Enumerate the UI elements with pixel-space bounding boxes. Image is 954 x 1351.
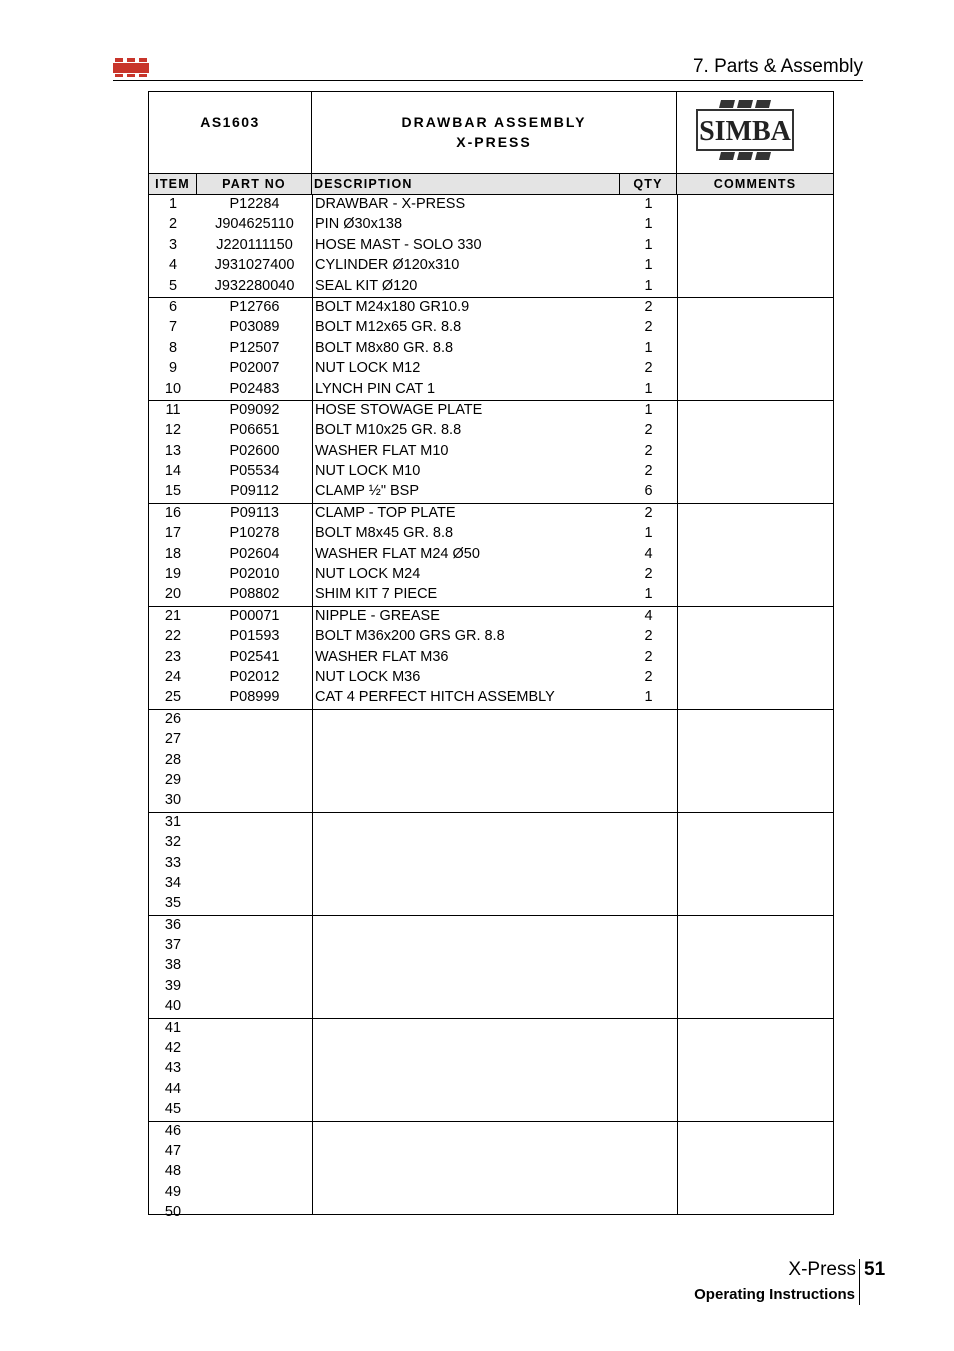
table-row <box>149 359 833 379</box>
row-item-number: 46 <box>164 1122 182 1139</box>
row-description: LYNCH PIN CAT 1 <box>315 380 436 397</box>
row-description: CAT 4 PERFECT HITCH ASSEMBLY <box>315 689 555 706</box>
row-quantity: 2 <box>644 463 653 480</box>
row-quantity: 2 <box>644 566 653 583</box>
row-part-number: P09113 <box>230 504 279 521</box>
row-item-number: 11 <box>165 401 181 418</box>
row-item-number: 36 <box>164 916 182 933</box>
col-header-comments: COMMENTS <box>713 177 797 191</box>
row-quantity: 1 <box>644 380 653 397</box>
row-item-number: 21 <box>164 607 182 624</box>
table-row <box>149 1183 833 1203</box>
table-row <box>149 215 833 235</box>
row-description: NIPPLE - GREASE <box>315 607 440 624</box>
table-row <box>149 688 833 709</box>
footer-subtitle: Operating Instructions <box>694 1286 855 1303</box>
table-row <box>149 997 833 1018</box>
row-description: CLAMP - TOP PLATE <box>315 504 456 521</box>
table-row <box>149 916 833 936</box>
row-description: WASHER FLAT M24 Ø50 <box>315 545 480 562</box>
footer-divider <box>859 1259 860 1305</box>
table-row <box>149 648 833 668</box>
row-part-number: J220111150 <box>216 236 293 253</box>
row-item-number: 12 <box>164 422 182 439</box>
row-item-number: 15 <box>164 483 182 500</box>
row-quantity: 1 <box>644 339 653 356</box>
table-row <box>149 1019 833 1039</box>
row-description: HOSE MAST - SOLO 330 <box>315 236 482 253</box>
row-item-number: 39 <box>164 977 182 994</box>
table-row <box>149 627 833 647</box>
row-description: BOLT M24x180 GR10.9 <box>315 298 470 315</box>
row-part-number: P02007 <box>229 360 280 377</box>
row-part-number: P02012 <box>229 668 280 685</box>
row-quantity: 2 <box>644 360 653 377</box>
row-item-number: 43 <box>164 1060 182 1077</box>
row-quantity: 1 <box>644 586 653 603</box>
table-row <box>149 1203 833 1223</box>
table-row <box>149 1142 833 1162</box>
row-item-number: 20 <box>164 586 182 603</box>
assembly-code: AS1603 <box>200 114 260 130</box>
logo-cell <box>677 92 833 173</box>
footer-product: X-Press <box>788 1259 856 1280</box>
row-quantity: 4 <box>644 607 653 624</box>
row-part-number: P10278 <box>229 525 280 542</box>
row-description: BOLT M10x25 GR. 8.8 <box>315 422 462 439</box>
row-part-number: P12284 <box>229 196 280 212</box>
row-item-number: 2 <box>168 216 178 233</box>
assembly-title: DRAWBAR ASSEMBLY <box>401 114 587 130</box>
row-item-number: 16 <box>164 504 182 521</box>
row-part-number: P09112 <box>230 483 279 500</box>
row-quantity: 1 <box>644 236 653 253</box>
col-header-qty: QTY <box>620 174 677 194</box>
section-title: 7. Parts & Assembly <box>692 56 863 77</box>
row-item-number: 33 <box>164 854 182 871</box>
col-header-description: DESCRIPTION <box>312 174 620 194</box>
table-row <box>149 977 833 997</box>
row-part-number: P05534 <box>229 463 280 480</box>
row-item-number: 23 <box>164 648 182 665</box>
row-item-number: 26 <box>164 710 182 727</box>
parts-sheet <box>148 91 834 1221</box>
simba-logo-small <box>113 58 149 78</box>
row-part-number: P02010 <box>229 566 280 583</box>
row-item-number: 3 <box>168 236 178 253</box>
row-item-number: 40 <box>164 998 182 1015</box>
table-row <box>149 401 833 421</box>
row-description: PIN Ø30x138 <box>315 216 403 233</box>
table-row <box>149 833 833 853</box>
row-item-number: 28 <box>164 751 182 768</box>
row-description: BOLT M12x65 GR. 8.8 <box>315 319 462 336</box>
table-row <box>149 256 833 276</box>
table-row <box>149 442 833 462</box>
table-row <box>149 462 833 482</box>
row-quantity: 1 <box>644 277 653 294</box>
row-description: BOLT M8x80 GR. 8.8 <box>315 339 454 356</box>
row-item-number: 31 <box>164 813 182 830</box>
col-header-part-no: PART NO <box>197 174 312 194</box>
row-description: BOLT M8x45 GR. 8.8 <box>315 525 454 542</box>
row-item-number: 25 <box>164 689 182 706</box>
simba-logo <box>695 98 795 162</box>
row-part-number: P12507 <box>229 339 280 356</box>
table-row <box>149 730 833 750</box>
row-quantity: 6 <box>644 483 653 500</box>
row-quantity: 1 <box>644 401 653 418</box>
table-row <box>149 854 833 874</box>
table-row <box>149 1100 833 1121</box>
row-item-number: 48 <box>164 1163 182 1180</box>
table-row <box>149 565 833 585</box>
row-item-number: 17 <box>164 525 182 542</box>
table-row <box>149 421 833 441</box>
row-part-number: P00071 <box>229 607 280 624</box>
row-description: BOLT M36x200 GRS GR. 8.8 <box>315 628 505 645</box>
row-item-number: 7 <box>168 319 178 336</box>
row-item-number: 34 <box>164 874 182 891</box>
row-quantity: 2 <box>644 319 653 336</box>
row-item-number: 13 <box>164 442 182 459</box>
table-row <box>149 524 833 544</box>
table-row <box>149 668 833 688</box>
row-item-number: 1 <box>168 196 178 212</box>
table-row <box>149 771 833 791</box>
table-row <box>149 1039 833 1059</box>
row-item-number: 29 <box>164 771 182 788</box>
row-item-number: 18 <box>164 545 182 562</box>
table-row <box>149 874 833 894</box>
table-row <box>149 298 833 318</box>
row-description: SHIM KIT 7 PIECE <box>315 586 438 603</box>
row-quantity: 1 <box>644 257 653 274</box>
row-description: NUT LOCK M10 <box>315 463 421 480</box>
row-item-number: 24 <box>164 668 182 685</box>
assembly-code-cell <box>149 92 312 173</box>
row-description: CYLINDER Ø120x310 <box>315 257 460 274</box>
row-part-number: P12766 <box>229 298 280 315</box>
row-part-number: P02600 <box>229 442 280 459</box>
table-row <box>149 545 833 565</box>
row-quantity: 1 <box>644 689 653 706</box>
header-rule <box>113 80 863 81</box>
row-part-number: J932280040 <box>214 277 295 294</box>
row-quantity: 4 <box>644 545 653 562</box>
row-part-number: P08802 <box>229 586 280 603</box>
row-part-number: P09092 <box>229 401 280 418</box>
row-quantity: 2 <box>644 504 653 521</box>
row-item-number: 10 <box>164 380 182 397</box>
row-description: DRAWBAR - X-PRESS <box>315 196 466 212</box>
table-row <box>149 607 833 627</box>
row-item-number: 44 <box>164 1080 182 1097</box>
row-part-number: P01593 <box>229 628 280 645</box>
table-row <box>149 482 833 503</box>
row-description: NUT LOCK M24 <box>315 566 421 583</box>
table-row <box>149 236 833 256</box>
table-row <box>149 277 833 298</box>
table-row <box>149 710 833 730</box>
row-description: WASHER FLAT M36 <box>315 648 449 665</box>
page-number: 51 <box>864 1259 886 1280</box>
row-quantity: 1 <box>644 196 653 212</box>
row-part-number: J931027400 <box>214 257 295 274</box>
row-item-number: 41 <box>164 1019 182 1036</box>
row-item-number: 8 <box>168 339 178 356</box>
table-row <box>149 339 833 359</box>
row-description: HOSE STOWAGE PLATE <box>315 401 483 418</box>
row-item-number: 49 <box>164 1183 182 1200</box>
row-part-number: P02541 <box>229 648 280 665</box>
table-row <box>149 751 833 771</box>
row-item-number: 42 <box>164 1040 182 1057</box>
row-quantity: 2 <box>644 628 653 645</box>
row-part-number: P06651 <box>229 422 280 439</box>
row-part-number: P02483 <box>229 380 280 397</box>
table-row <box>149 956 833 976</box>
row-item-number: 9 <box>168 360 178 377</box>
table-row <box>149 195 833 215</box>
row-part-number: J904625110 <box>215 216 294 233</box>
row-description: NUT LOCK M12 <box>315 360 421 377</box>
table-row <box>149 585 833 606</box>
row-description: CLAMP ½" BSP <box>315 483 420 500</box>
col-header-item: ITEM <box>149 174 197 194</box>
row-item-number: 30 <box>164 792 182 809</box>
table-row <box>149 1122 833 1142</box>
table-row <box>149 1162 833 1182</box>
table-row <box>149 318 833 338</box>
row-item-number: 4 <box>168 257 178 274</box>
row-item-number: 27 <box>164 731 182 748</box>
row-quantity: 2 <box>644 648 653 665</box>
row-item-number: 14 <box>164 463 182 480</box>
row-quantity: 1 <box>644 216 653 233</box>
row-quantity: 2 <box>644 668 653 685</box>
table-row <box>149 936 833 956</box>
row-quantity: 2 <box>644 298 653 315</box>
column-header-row <box>149 173 833 195</box>
row-part-number: P03089 <box>229 319 280 336</box>
row-item-number: 38 <box>164 957 182 974</box>
row-quantity: 1 <box>644 525 653 542</box>
table-row <box>149 791 833 812</box>
row-item-number: 45 <box>164 1101 182 1118</box>
table-row <box>149 1080 833 1100</box>
row-part-number: P02604 <box>229 545 280 562</box>
table-row <box>149 504 833 524</box>
assembly-title-cell <box>312 92 677 173</box>
row-part-number: P08999 <box>229 689 280 706</box>
row-item-number: 22 <box>164 628 182 645</box>
row-item-number: 6 <box>168 298 178 315</box>
row-item-number: 47 <box>164 1142 182 1159</box>
row-description: NUT LOCK M36 <box>315 668 421 685</box>
row-item-number: 35 <box>164 895 182 912</box>
table-row <box>149 894 833 915</box>
parts-rows <box>149 195 833 1224</box>
row-item-number: 37 <box>164 937 182 954</box>
table-row <box>149 1059 833 1079</box>
row-item-number: 50 <box>164 1204 182 1221</box>
row-item-number: 5 <box>168 277 178 294</box>
assembly-subtitle: X-PRESS <box>456 134 532 150</box>
row-quantity: 2 <box>644 442 653 459</box>
row-description: WASHER FLAT M10 <box>315 442 449 459</box>
table-row <box>149 380 833 401</box>
row-item-number: 32 <box>164 834 182 851</box>
row-item-number: 19 <box>164 566 182 583</box>
table-row <box>149 813 833 833</box>
row-description: SEAL KIT Ø120 <box>315 277 418 294</box>
row-quantity: 2 <box>644 422 653 439</box>
logo-text: SIMBA <box>699 116 791 147</box>
